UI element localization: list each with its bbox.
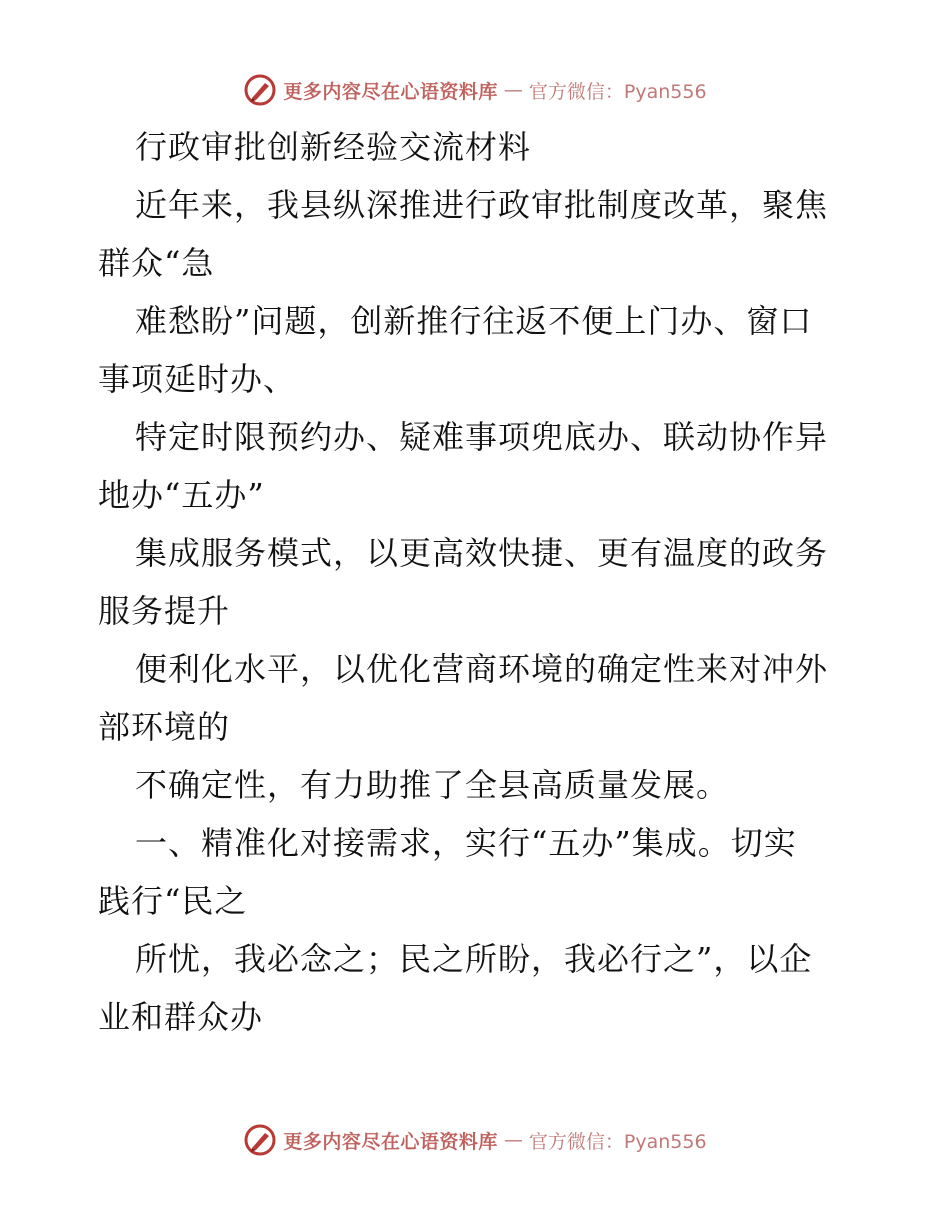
paragraph-line: 集成服务模式，以更高效快捷、更有温度的政务 [135, 534, 829, 572]
paragraph-line: 便利化水平，以优化营商环境的确定性来对冲外 [135, 650, 829, 688]
paragraph-line: 业和群众办 [98, 998, 264, 1036]
paragraph-line: 特定时限预约办、疑难事项兜底办、联动协作异 [135, 418, 829, 456]
paragraph-line: 群众“急 [98, 244, 215, 282]
document-title: 行政审批创新经验交流材料 [135, 128, 532, 166]
banner-wechat-text: 官方微信：Pyan556 [528, 80, 707, 103]
banner-separator: — [503, 79, 523, 101]
paragraph-line: 事项延时办、 [98, 360, 297, 398]
pen-logo-icon [243, 1123, 277, 1157]
banner-site-text: 更多内容尽在心语资料库 [283, 80, 498, 103]
paragraph-line: 难愁盼”问题，创新推行往返不便上门办、窗口 [135, 302, 813, 340]
footer-banner [0, 1120, 950, 1160]
paragraph-line: 不确定性，有力助推了全县高质量发展。 [135, 766, 730, 804]
banner-wechat-text: 官方微信：Pyan556 [528, 1130, 707, 1153]
paragraph-line: 部环境的 [98, 708, 231, 746]
header-banner [0, 70, 950, 110]
pen-logo-icon [243, 73, 277, 107]
paragraph-line: 所忧，我必念之；民之所盼，我必行之”，以企 [135, 940, 813, 978]
paragraph-line: 服务提升 [98, 592, 231, 630]
paragraph-line: 践行“民之 [98, 882, 248, 920]
paragraph-line: 地办“五办” [98, 476, 265, 514]
banner-site-text: 更多内容尽在心语资料库 [283, 1130, 498, 1153]
paragraph-line: 近年来，我县纵深推进行政审批制度改革，聚焦 [135, 186, 829, 224]
document-body [98, 118, 858, 1046]
banner-separator: — [503, 1129, 523, 1151]
section-heading-line: 一、精准化对接需求，实行“五办”集成。切实 [135, 824, 797, 862]
